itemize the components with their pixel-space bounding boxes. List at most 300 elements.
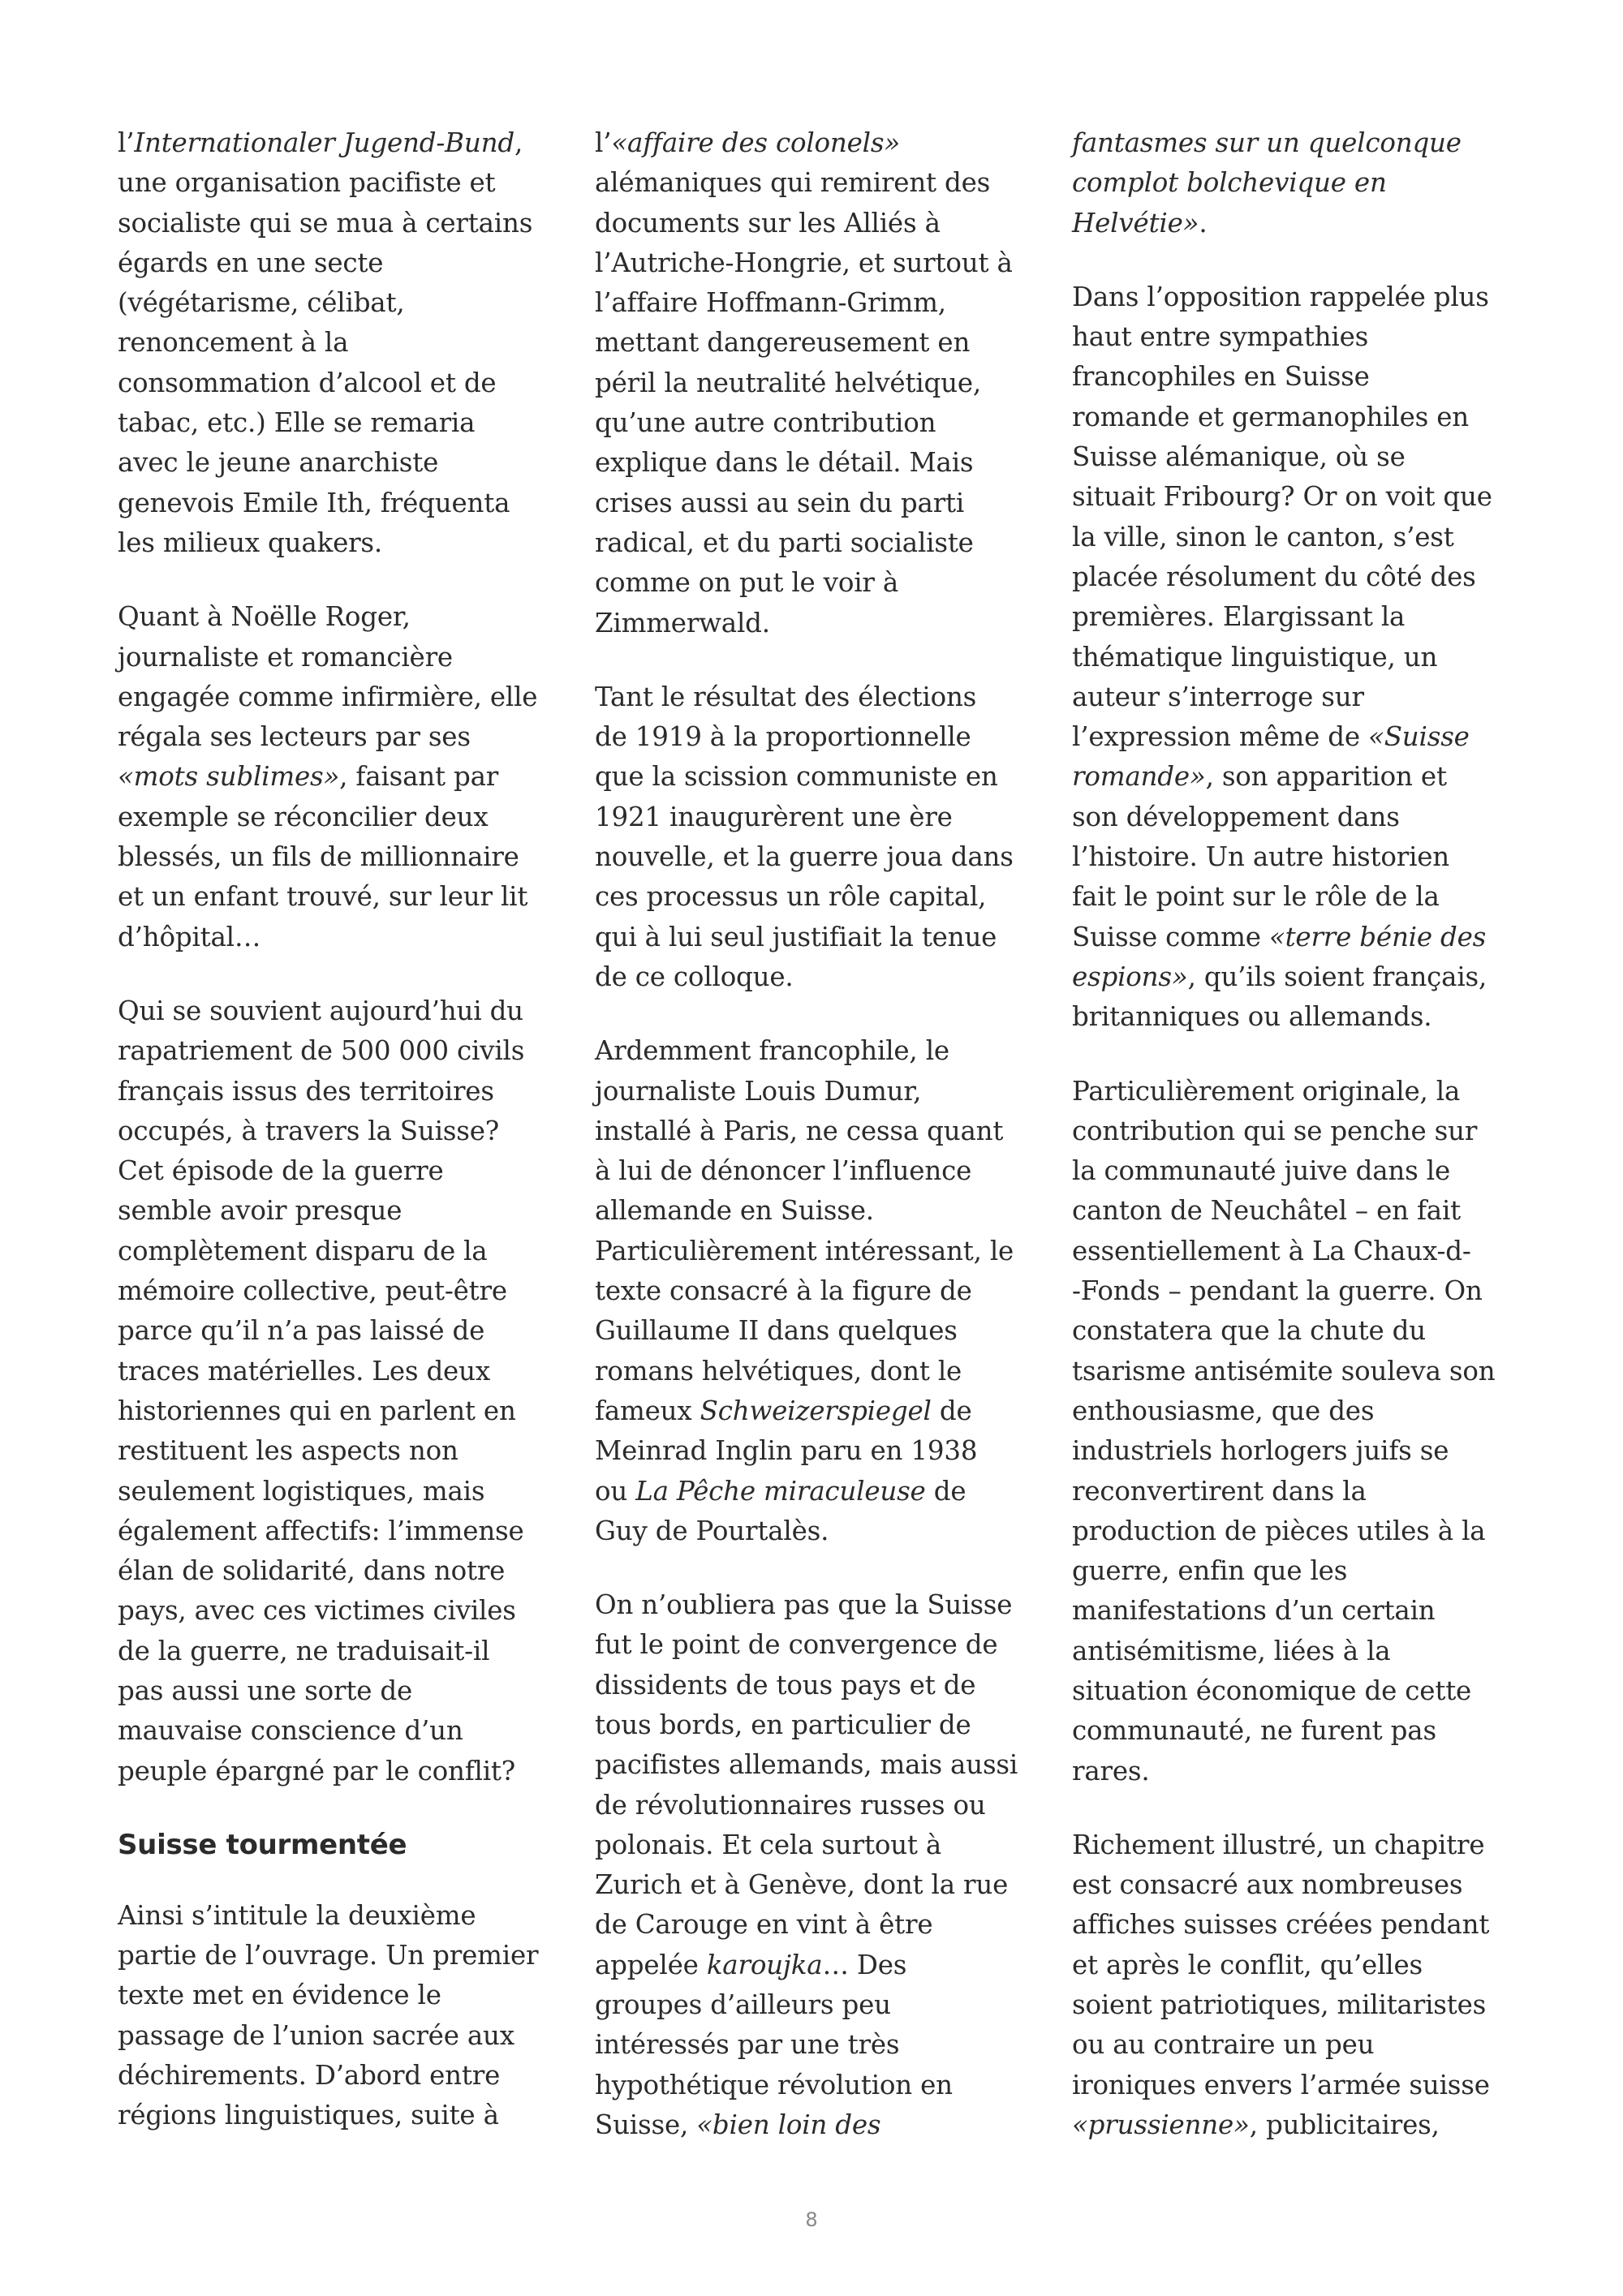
text-line — [118, 2016, 572, 2056]
text-run: restituent les aspects non — [118, 1435, 458, 1467]
text-run: socialiste qui se mua à certains — [118, 207, 533, 239]
text-run: de Carouge en vint à être — [595, 1909, 933, 1941]
italic-text: La Pêche miraculeuse — [635, 1475, 926, 1507]
text-line — [595, 877, 1049, 917]
italic-text: «prussienne» — [1072, 2109, 1250, 2140]
text-line — [1072, 1632, 1526, 1671]
text-line — [1072, 1865, 1526, 1905]
text-run: déchirements. D’abord entre — [118, 2060, 501, 2092]
text-line — [1072, 477, 1526, 517]
text-run: parce qu’il n’a pas laissé de — [118, 1315, 485, 1347]
text-line — [595, 1111, 1049, 1151]
text-line — [595, 1786, 1049, 1825]
text-line — [1072, 437, 1526, 477]
text-line — [1072, 1985, 1526, 2025]
text-run: semble avoir presque — [118, 1195, 403, 1227]
text-line — [595, 837, 1049, 877]
text-run: qu’une autre contribution — [595, 407, 936, 439]
italic-text: fantasmes sur un quelconque — [1072, 127, 1462, 158]
text-line — [118, 1936, 572, 1976]
text-run: premières. Elargissant la — [1072, 601, 1406, 633]
text-line — [1072, 1671, 1526, 1711]
text-line — [118, 163, 572, 203]
text-run: l’expression même de — [1072, 721, 1369, 753]
text-run: régala ses lecteurs par ses — [118, 721, 471, 753]
text-line — [118, 837, 572, 877]
text-line — [118, 1072, 572, 1111]
text-line — [595, 1705, 1049, 1745]
text-run: contribution qui se penche sur — [1072, 1115, 1478, 1146]
text-run: Meinrad Inglin paru en 1938 — [595, 1435, 978, 1467]
paragraph — [1072, 1072, 1526, 1791]
text-line — [118, 243, 572, 283]
text-run: péril la neutralité helvétique, — [595, 367, 981, 398]
text-run: communauté, ne furent pas — [1072, 1715, 1436, 1747]
text-line — [595, 717, 1049, 757]
paragraph — [595, 677, 1049, 997]
text-run: occupés, à travers la Suisse? — [118, 1115, 500, 1146]
text-run: Quant à Noëlle Roger, — [118, 601, 411, 633]
text-line — [595, 1472, 1049, 1511]
text-line — [1072, 1825, 1526, 1865]
paragraph — [595, 1031, 1049, 1551]
text-line — [1072, 1352, 1526, 1391]
text-run: Ardemment francophile, le — [595, 1035, 949, 1067]
text-line — [118, 2056, 572, 2096]
text-run: l’affaire Hoffmann-Grimm, — [595, 287, 946, 319]
text-line — [118, 1111, 572, 1151]
text-run: de 1919 à la proportionnelle — [595, 721, 971, 753]
italic-text: «terre bénie des — [1268, 921, 1487, 952]
text-run: production de pièces utiles à la — [1072, 1515, 1486, 1546]
text-run: Suisse, — [595, 2109, 697, 2140]
text-line — [118, 877, 572, 917]
italic-text: espions» — [1072, 961, 1188, 992]
text-line — [595, 2066, 1049, 2105]
text-line — [118, 1551, 572, 1591]
paragraph — [118, 597, 572, 957]
text-line — [595, 1865, 1049, 1905]
text-run: . — [1199, 207, 1208, 239]
text-line — [118, 1711, 572, 1751]
text-run: , qu’ils soient français, — [1187, 961, 1487, 992]
text-line — [1072, 1472, 1526, 1511]
text-line — [118, 1472, 572, 1511]
text-line — [595, 957, 1049, 997]
text-run: Suisse comme — [1072, 921, 1269, 952]
text-line — [1072, 317, 1526, 357]
text-line — [118, 717, 572, 757]
text-line — [118, 1511, 572, 1551]
italic-text: «mots sublimes» — [118, 761, 340, 793]
text-line — [595, 1232, 1049, 1271]
text-run: francophiles en Suisse — [1072, 361, 1370, 393]
text-run: mauvaise conscience d’un — [118, 1715, 463, 1747]
text-run: allemande en Suisse. — [595, 1195, 874, 1227]
text-line — [595, 1745, 1049, 1785]
text-line — [1072, 997, 1526, 1037]
text-line — [118, 363, 572, 403]
text-run: une organisation pacifiste et — [118, 167, 496, 199]
text-run: situation économique de cette — [1072, 1675, 1472, 1706]
text-run: engagée comme infirmière, elle — [118, 681, 538, 712]
text-run: polonais. Et cela surtout à — [595, 1829, 942, 1860]
text-run: antisémitisme, liées à la — [1072, 1635, 1391, 1666]
text-run: placée résolument du côté des — [1072, 561, 1476, 592]
text-line — [118, 1151, 572, 1191]
text-run: britanniques ou allemands. — [1072, 1001, 1432, 1033]
text-line — [595, 1352, 1049, 1391]
text-run: Dans l’opposition rappelée plus — [1072, 281, 1489, 312]
text-line — [595, 1311, 1049, 1351]
text-line — [1072, 2025, 1526, 2065]
text-run: groupes d’ailleurs peu — [595, 1989, 891, 2021]
text-run: comme on put le voir à — [595, 567, 899, 599]
text-run: -Fonds – pendant la guerre. On — [1072, 1275, 1483, 1307]
text-line — [118, 991, 572, 1031]
text-run: journaliste et romancière — [118, 641, 453, 673]
text-run: romande et germanophiles en — [1072, 401, 1470, 432]
text-run: enthousiasme, que des — [1072, 1395, 1375, 1426]
italic-text: «Suisse — [1368, 721, 1470, 753]
text-line — [118, 1031, 572, 1071]
paragraph — [1072, 1825, 1526, 2145]
page-number: 8 — [805, 2208, 818, 2231]
text-run: ou — [595, 1475, 636, 1507]
italic-text: «bien loin des — [696, 2109, 881, 2140]
text-run: industriels horlogers juifs se — [1072, 1435, 1449, 1467]
text-line — [595, 204, 1049, 243]
text-column-2 — [595, 123, 1049, 2179]
text-run: Zurich et à Genève, dont la rue — [595, 1869, 1009, 1901]
text-line — [595, 1391, 1049, 1431]
text-line — [118, 677, 572, 717]
text-run: soient patriotiques, militaristes — [1072, 1989, 1487, 2021]
text-line — [595, 1151, 1049, 1191]
text-run: la communauté juive dans le — [1072, 1155, 1450, 1187]
text-run: et après le conflit, qu’elles — [1072, 1949, 1423, 1980]
text-line — [1072, 918, 1526, 957]
text-run: On n’oubliera pas que la Suisse — [595, 1589, 1013, 1621]
text-line — [118, 403, 572, 443]
text-line — [1072, 1391, 1526, 1431]
text-run: qui à lui seul justifiait la tenue — [595, 921, 997, 952]
italic-text: karoujka — [706, 1949, 823, 1980]
text-line — [1072, 677, 1526, 717]
text-line — [595, 523, 1049, 563]
text-run: renoncement à la — [118, 327, 349, 359]
text-run: ces processus un rôle capital, — [595, 881, 987, 913]
text-run: de — [931, 1395, 972, 1426]
text-line — [595, 123, 1049, 163]
text-line — [595, 1905, 1049, 1945]
text-line — [595, 243, 1049, 283]
text-line — [118, 1311, 572, 1351]
text-run: reconvertirent dans la — [1072, 1475, 1367, 1507]
text-run: mémoire collective, peut-être — [118, 1275, 507, 1307]
text-line — [1072, 357, 1526, 397]
paragraph — [118, 991, 572, 1791]
text-run: Richement illustré, un chapitre — [1072, 1829, 1485, 1860]
text-run: auteur s’interroge sur — [1072, 681, 1364, 712]
text-run: Ainsi s’intitule la deuxième — [118, 1899, 476, 1931]
text-line — [1072, 123, 1526, 163]
text-line — [595, 484, 1049, 523]
text-line — [118, 1232, 572, 1271]
text-line — [1072, 877, 1526, 917]
text-run: seulement logistiques, mais — [118, 1475, 485, 1507]
text-line — [1072, 1111, 1526, 1151]
text-line — [1072, 1191, 1526, 1231]
text-run: guerre, enfin que les — [1072, 1555, 1348, 1587]
text-line — [1072, 957, 1526, 997]
text-run: d’hôpital… — [118, 921, 261, 952]
text-run: explique dans le détail. Mais — [595, 447, 974, 479]
text-line — [118, 1752, 572, 1791]
text-line — [1072, 1752, 1526, 1791]
text-run: dissidents de tous pays et de — [595, 1669, 976, 1701]
text-line — [1072, 638, 1526, 677]
text-line — [1072, 1551, 1526, 1591]
text-line — [1072, 1946, 1526, 1985]
text-run: complètement disparu de la — [118, 1235, 488, 1266]
text-line — [118, 1431, 572, 1471]
text-run: , publicitaires, — [1249, 2109, 1440, 2140]
text-line — [118, 323, 572, 363]
text-line — [118, 1391, 572, 1431]
text-run: … Des — [822, 1949, 907, 1980]
text-run: l’Autriche-Hongrie, et surtout à — [595, 247, 1013, 278]
text-run: de ce colloque. — [595, 961, 794, 992]
text-run: Tant le résultat des élections — [595, 681, 977, 712]
text-line — [118, 2096, 572, 2135]
text-line — [595, 1585, 1049, 1625]
paragraph — [118, 1896, 572, 2136]
text-run: pacifistes allemands, mais aussi — [595, 1749, 1018, 1781]
text-line — [595, 677, 1049, 717]
text-run: , — [514, 127, 523, 158]
text-run: thématique linguistique, un — [1072, 641, 1438, 673]
text-run: manifestations d’un certain — [1072, 1595, 1436, 1627]
text-line — [118, 1271, 572, 1311]
text-line — [118, 757, 572, 797]
text-run: partie de l’ouvrage. Un premier — [118, 1940, 539, 1971]
text-run: élan de solidarité, dans notre — [118, 1555, 506, 1587]
text-line — [595, 323, 1049, 363]
text-line — [118, 484, 572, 523]
text-run: genevois Emile Ith, fréquenta — [118, 487, 510, 518]
text-line — [595, 283, 1049, 323]
text-line — [118, 597, 572, 637]
text-line — [118, 204, 572, 243]
text-line — [118, 1976, 572, 2015]
text-run: Guillaume II dans quelques — [595, 1315, 958, 1347]
italic-text: Helvétie» — [1072, 207, 1199, 239]
text-run: Zimmerwald. — [595, 607, 770, 638]
text-line — [595, 443, 1049, 483]
text-line — [595, 2025, 1049, 2065]
text-run: blessés, un fils de millionnaire — [118, 841, 519, 873]
text-run: que la scission communiste en — [595, 761, 998, 793]
text-run: tsarisme antisémite souleva son — [1072, 1355, 1496, 1387]
text-run: la ville, sinon le canton, s’est — [1072, 521, 1454, 553]
text-run: rares. — [1072, 1755, 1150, 1786]
text-line — [118, 1671, 572, 1711]
text-run: l’ — [595, 127, 612, 158]
text-line — [595, 2105, 1049, 2145]
text-run: appelée — [595, 1949, 707, 1980]
text-run: 1921 inaugurèrent une ère — [595, 801, 953, 832]
text-line — [595, 403, 1049, 443]
italic-text: «affaire des colonels» — [611, 127, 901, 158]
text-line — [1072, 1271, 1526, 1311]
text-line — [595, 363, 1049, 403]
text-line — [1072, 163, 1526, 203]
text-line — [595, 1271, 1049, 1311]
text-line — [1072, 1151, 1526, 1191]
text-line — [595, 1072, 1049, 1111]
section-heading: Suisse tourmentée — [118, 1828, 407, 1861]
text-line — [1072, 1311, 1526, 1351]
text-run: documents sur les Alliés à — [595, 207, 941, 239]
text-run: est consacré aux nombreuses — [1072, 1869, 1463, 1901]
text-run: ironiques envers l’armée suisse — [1072, 2069, 1490, 2100]
text-line — [595, 757, 1049, 797]
text-run: hypothétique révolution en — [595, 2069, 953, 2100]
text-run: (végétarisme, célibat, — [118, 287, 405, 319]
text-line — [1072, 1072, 1526, 1111]
text-line — [595, 1946, 1049, 1985]
paragraph — [595, 1585, 1049, 2145]
text-line — [1072, 717, 1526, 757]
text-line — [118, 1632, 572, 1671]
paragraph — [118, 123, 572, 563]
text-line — [1072, 1591, 1526, 1631]
text-run: Particulièrement originale, la — [1072, 1075, 1461, 1107]
text-run: tous bords, en particulier de — [595, 1709, 971, 1740]
text-run: les milieux quakers. — [118, 527, 383, 558]
text-line — [118, 1352, 572, 1391]
text-run: alémaniques qui remirent des — [595, 167, 991, 199]
text-run: de la guerre, ne traduisait-il — [118, 1635, 490, 1666]
text-run: avec le jeune anarchiste — [118, 447, 439, 479]
text-line — [1072, 597, 1526, 637]
text-line — [595, 1191, 1049, 1231]
paragraph — [1072, 123, 1526, 243]
text-line — [118, 1591, 572, 1631]
text-run: fut le point de convergence de — [595, 1629, 998, 1661]
text-run: haut entre sympathies — [1072, 321, 1369, 353]
text-line — [1072, 1232, 1526, 1271]
text-run: situait Fribourg? Or on voit que — [1072, 481, 1492, 513]
text-run: son développement dans — [1072, 801, 1400, 832]
italic-text: complot bolchevique en — [1072, 167, 1387, 199]
text-run: peuple épargné par le conflit? — [118, 1755, 515, 1786]
text-line — [118, 1191, 572, 1231]
text-line — [118, 1896, 572, 1936]
text-line — [1072, 1431, 1526, 1471]
text-run: également affectifs: l’immense — [118, 1515, 524, 1546]
text-run: affiches suisses créées pendant — [1072, 1909, 1490, 1941]
text-line — [1072, 757, 1526, 797]
text-run: intéressés par une très — [595, 2029, 900, 2061]
text-run: consommation d’alcool et de — [118, 367, 497, 398]
text-line — [595, 1031, 1049, 1071]
text-line — [595, 1625, 1049, 1665]
italic-text: Internationaler Jugend-Bund — [134, 127, 514, 158]
text-line — [118, 283, 572, 323]
text-line — [595, 798, 1049, 837]
text-run: rapatriement de 500 000 civils — [118, 1035, 525, 1067]
text-column-1 — [118, 123, 572, 2170]
text-run: mettant dangereusement en — [595, 327, 971, 359]
text-line — [118, 123, 572, 163]
text-run: tabac, etc.) Elle se remaria — [118, 407, 476, 439]
text-line — [1072, 1905, 1526, 1945]
text-line — [1072, 398, 1526, 437]
text-line — [1072, 557, 1526, 597]
text-run: installé à Paris, ne cessa quant — [595, 1115, 1004, 1146]
text-run: de révolutionnaires russes ou — [595, 1789, 986, 1821]
text-line — [118, 443, 572, 483]
text-run: nouvelle, et la guerre joua dans — [595, 841, 1014, 873]
text-line — [1072, 204, 1526, 243]
text-run: constatera que la chute du — [1072, 1315, 1426, 1347]
text-line — [1072, 1711, 1526, 1751]
text-run: l’ — [118, 127, 135, 158]
text-line — [118, 918, 572, 957]
text-run: traces matérielles. Les deux — [118, 1355, 490, 1387]
text-line — [595, 1431, 1049, 1471]
text-run: passage de l’union sacrée aux — [118, 2019, 514, 2051]
text-run: historiennes qui en parlent en — [118, 1395, 516, 1426]
text-run: l’histoire. Un autre historien — [1072, 841, 1450, 873]
text-run: à lui de dénoncer l’influence — [595, 1155, 972, 1187]
italic-text: romande» — [1072, 761, 1206, 793]
text-run: régions linguistiques, suite à — [118, 2100, 499, 2131]
text-run: Guy de Pourtalès. — [595, 1515, 829, 1546]
text-run: fameux — [595, 1395, 700, 1426]
text-run: Suisse alémanique, où se — [1072, 441, 1406, 473]
italic-text: Schweizerspiegel — [700, 1395, 932, 1426]
text-run: texte consacré à la figure de — [595, 1275, 972, 1307]
text-run: journaliste Louis Dumur, — [595, 1075, 922, 1107]
text-line — [595, 1511, 1049, 1551]
text-line — [1072, 2066, 1526, 2105]
text-run: français issus des territoires — [118, 1075, 494, 1107]
paragraph — [595, 123, 1049, 643]
text-line — [595, 1666, 1049, 1705]
text-run: canton de Neuchâtel – en fait — [1072, 1195, 1462, 1227]
text-run: et un enfant trouvé, sur leur lit — [118, 881, 528, 913]
text-run: romans helvétiques, dont le — [595, 1355, 962, 1387]
text-run: ou au contraire un peu — [1072, 2029, 1375, 2061]
text-line — [595, 604, 1049, 643]
text-line — [595, 1985, 1049, 2025]
text-line — [1072, 1511, 1526, 1551]
text-column-3 — [1072, 123, 1526, 2179]
text-line — [595, 163, 1049, 203]
text-run: fait le point sur le rôle de la — [1072, 881, 1440, 913]
text-line — [1072, 277, 1526, 317]
text-line — [595, 563, 1049, 603]
text-line — [118, 638, 572, 677]
text-run: égards en une secte — [118, 247, 384, 278]
text-run: crises aussi au sein du parti — [595, 487, 965, 518]
text-run: Qui se souvient aujourd’hui du — [118, 995, 523, 1026]
text-line — [118, 798, 572, 837]
text-run: Cet épisode de la guerre — [118, 1155, 444, 1187]
